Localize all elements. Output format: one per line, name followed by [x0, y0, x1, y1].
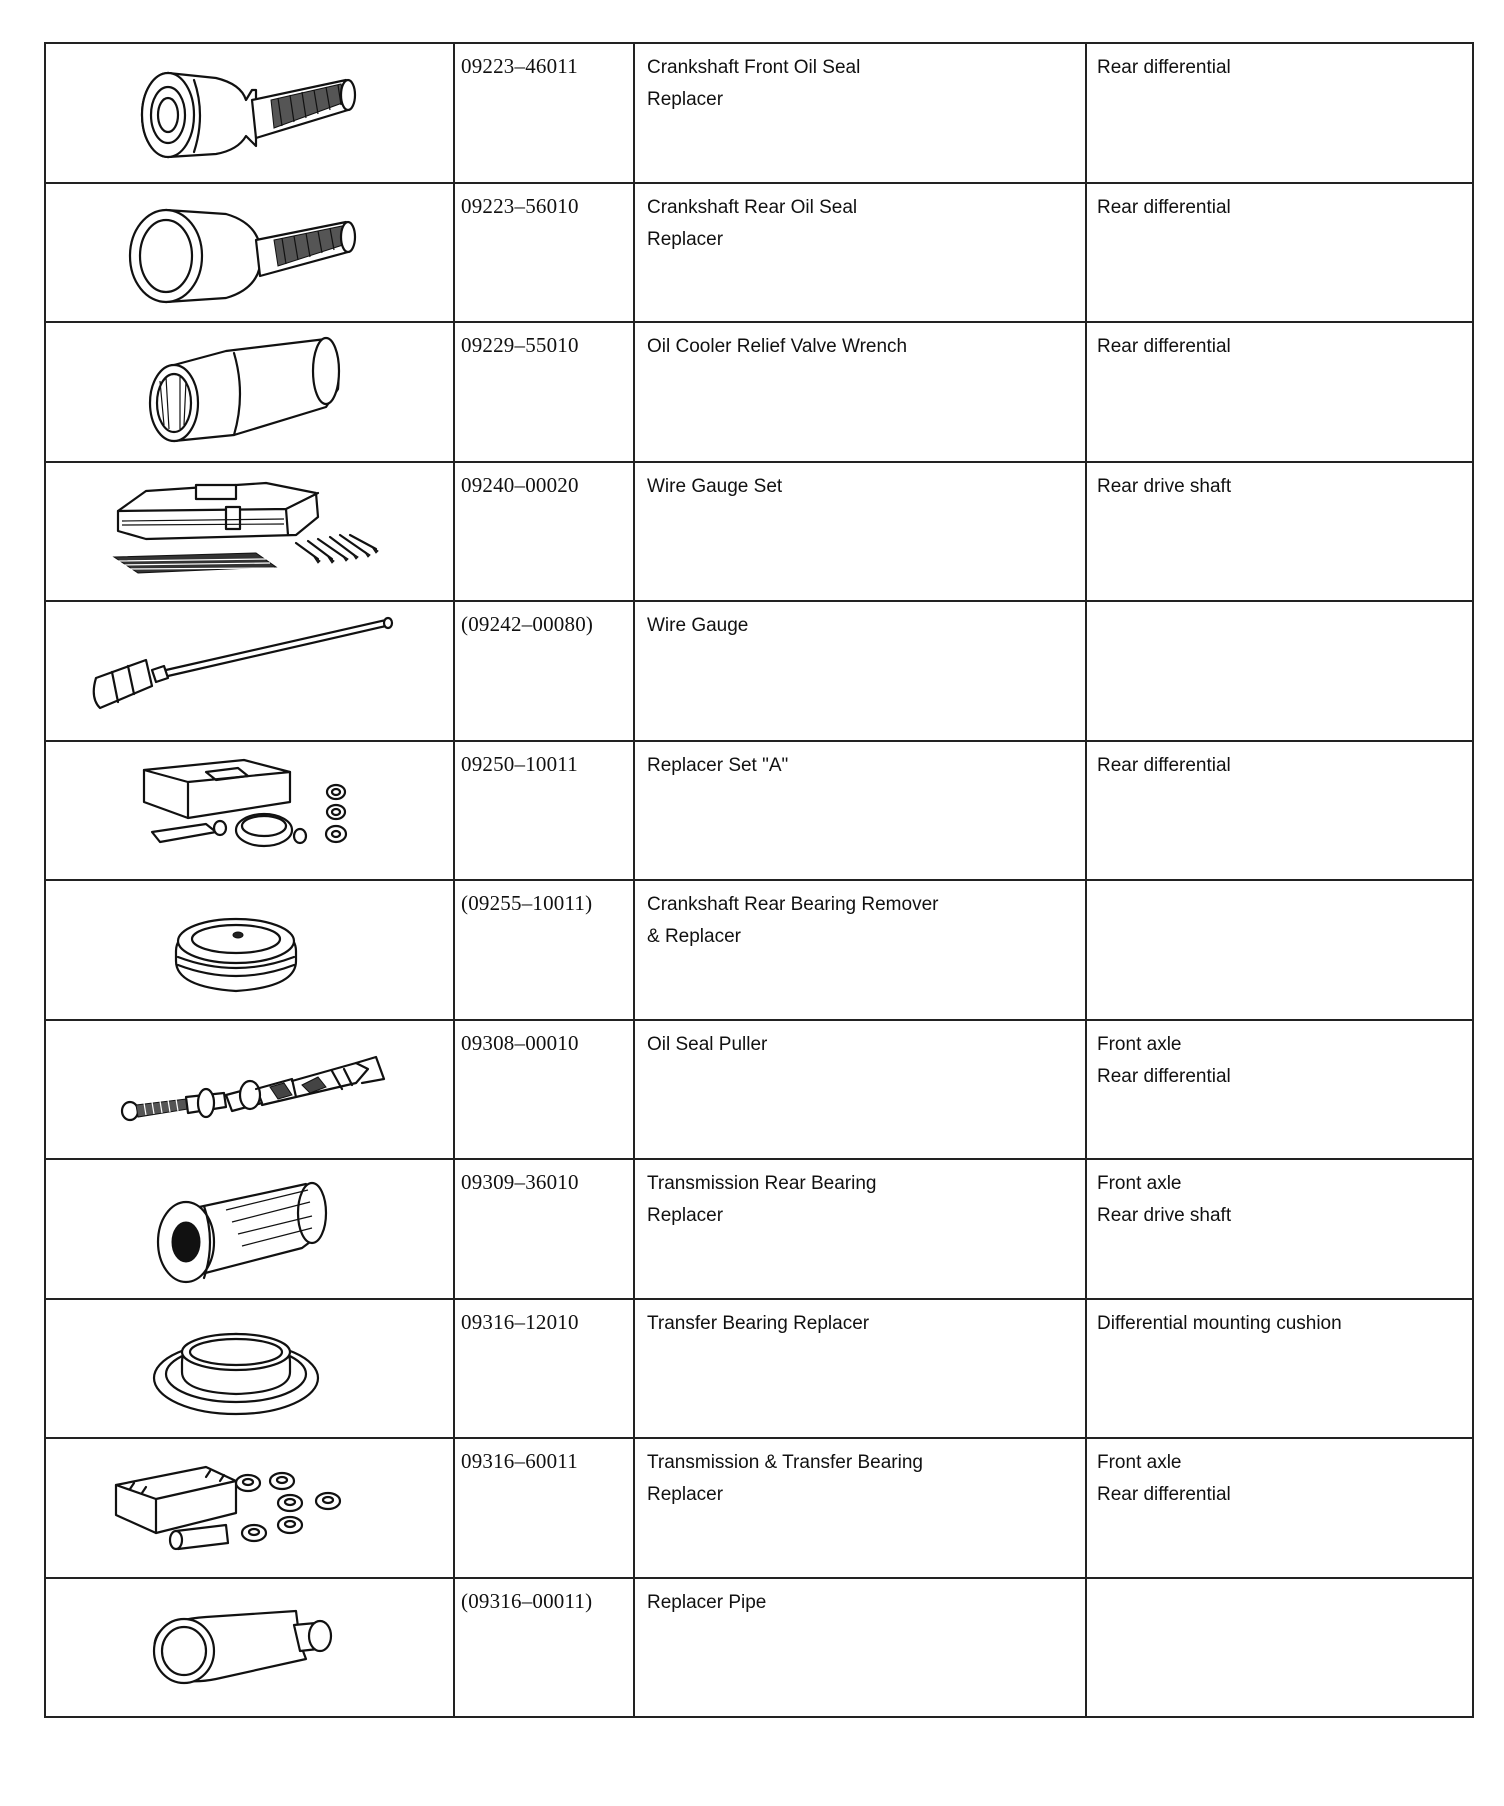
application-list [1087, 1579, 1472, 1587]
application-list [1087, 1160, 1472, 1232]
tool-name-line: Transfer Bearing Replacer [647, 1312, 870, 1334]
part-number: 09308–00010 [461, 1030, 579, 1055]
tool-name-cell [634, 462, 1086, 602]
part-number: 09240–00020 [461, 472, 579, 497]
application-item: Rear differential [1097, 57, 1231, 78]
tool-illustration-cell [45, 1438, 454, 1578]
application-cell [1086, 601, 1473, 741]
part-number: (09242–00080) [461, 612, 594, 636]
application-cell [1086, 462, 1473, 602]
tool-illustration-cell [45, 322, 454, 462]
part-number-cell [454, 880, 634, 1020]
tool-row [45, 741, 1473, 881]
tool-illustration-cell [45, 1020, 454, 1160]
tool-name-cell [634, 601, 1086, 741]
tool-name-line: Crankshaft Rear Bearing Remover [647, 894, 939, 915]
bearing-replacer-set-icon [56, 1445, 446, 1573]
tool-name [635, 1021, 1085, 1061]
application-cell [1086, 1438, 1473, 1578]
part-number-cell [454, 462, 634, 602]
flanged-ring-icon [56, 1306, 446, 1434]
tool-row [45, 1020, 1473, 1160]
tool-row [45, 43, 1473, 183]
tool-name-cell [634, 1438, 1086, 1578]
application-cell [1086, 1159, 1473, 1299]
tool-name-line: & Replacer [647, 926, 741, 947]
part-number-cell [454, 1159, 634, 1299]
tool-illustration-cell [45, 1299, 454, 1439]
tool-row [45, 601, 1473, 741]
tool-name-line: Crankshaft Rear Oil Seal [647, 196, 858, 218]
tool-name [635, 184, 1085, 256]
tool-row [45, 1578, 1473, 1718]
tool-name-line: Replacer Pipe [647, 1591, 767, 1613]
tool-name-cell [634, 183, 1086, 323]
application-cell [1086, 1020, 1473, 1160]
tool-row [45, 1159, 1473, 1299]
tool-name [635, 742, 1085, 782]
tool-illustration-cell [45, 462, 454, 602]
application-item: Differential mounting cushion [1097, 1312, 1342, 1334]
tool-name [635, 1300, 1085, 1340]
part-number-cell [454, 322, 634, 462]
application-list [1087, 881, 1472, 889]
tool-illustration-cell [45, 1578, 454, 1718]
valve-wrench-icon [56, 329, 446, 457]
tool-name-cell [634, 1020, 1086, 1160]
part-number: 09316–12010 [461, 1309, 579, 1334]
tool-illustration-cell [45, 880, 454, 1020]
tool-name-cell [634, 741, 1086, 881]
application-item: Rear differential [1097, 196, 1231, 218]
tool-row [45, 183, 1473, 323]
tool-row [45, 1299, 1473, 1439]
application-list [1087, 1439, 1472, 1511]
tool-row [45, 322, 1473, 462]
application-cell [1086, 1299, 1473, 1439]
tool-name-cell [634, 1578, 1086, 1718]
tool-name [635, 881, 1085, 953]
oil-seal-puller-icon [56, 1027, 446, 1155]
tool-name-line: Crankshaft Front Oil Seal [647, 57, 861, 78]
tool-name-line: Replacer [647, 1484, 724, 1505]
replacer-pipe-icon [56, 1585, 446, 1713]
application-cell [1086, 741, 1473, 881]
seal-replacer-front-icon [56, 50, 446, 178]
application-item: Front axle [1097, 1033, 1182, 1055]
tool-name-line: Replacer [647, 1205, 724, 1226]
tool-name-cell [634, 1159, 1086, 1299]
tool-name [635, 1579, 1085, 1619]
application-item: Rear drive shaft [1097, 1205, 1232, 1226]
application-cell [1086, 43, 1473, 183]
bearing-remover-disc-icon [56, 887, 446, 1015]
tool-name-cell [634, 43, 1086, 183]
tool-name-line: Replacer Set "A" [647, 754, 789, 776]
part-number-cell [454, 1020, 634, 1160]
part-number: (09255–10011) [461, 891, 593, 915]
tool-name-cell [634, 880, 1086, 1020]
tool-name-line: Transmission & Transfer Bearing [647, 1452, 923, 1473]
special-service-tools-table [44, 42, 1474, 1718]
application-item: Front axle [1097, 1452, 1182, 1473]
part-number: 09309–36010 [461, 1170, 579, 1194]
tool-row [45, 462, 1473, 602]
part-number-cell [454, 43, 634, 183]
part-number-cell [454, 1438, 634, 1578]
part-number: (09316–00011) [461, 1588, 593, 1613]
tool-name-line: Replacer [647, 89, 724, 110]
application-list [1087, 323, 1472, 363]
application-list [1087, 184, 1472, 224]
part-number-cell [454, 1578, 634, 1718]
part-number-cell [454, 183, 634, 323]
application-item: Rear differential [1097, 1484, 1231, 1505]
tool-name-line: Replacer [647, 228, 724, 250]
tool-name [635, 1439, 1085, 1511]
tool-illustration-cell [45, 183, 454, 323]
tool-name-cell [634, 1299, 1086, 1439]
tool-name [635, 602, 1085, 642]
part-number: 09250–10011 [461, 751, 578, 776]
part-number: 09316–60011 [461, 1449, 578, 1473]
tool-illustration-cell [45, 741, 454, 881]
application-item: Rear differential [1097, 754, 1231, 776]
tool-illustration-cell [45, 43, 454, 183]
application-list [1087, 463, 1472, 503]
application-cell [1086, 880, 1473, 1020]
part-number-cell [454, 601, 634, 741]
application-list [1087, 1021, 1472, 1093]
replacer-set-icon [56, 748, 446, 876]
part-number: 09229–55010 [461, 333, 579, 357]
application-item: Rear differential [1097, 336, 1231, 357]
application-list [1087, 602, 1472, 610]
tool-name-line: Wire Gauge Set [647, 475, 783, 497]
bearing-replacer-icon [56, 1166, 446, 1294]
tool-row [45, 880, 1473, 1020]
application-item: Rear differential [1097, 1065, 1231, 1087]
wire-gauge-icon [56, 608, 446, 736]
tool-name [635, 463, 1085, 503]
application-list [1087, 742, 1472, 782]
tool-name-cell [634, 322, 1086, 462]
application-list [1087, 44, 1472, 84]
tool-row [45, 1438, 1473, 1578]
seal-replacer-rear-icon [56, 190, 446, 318]
tool-name-line: Transmission Rear Bearing [647, 1173, 877, 1194]
application-cell [1086, 322, 1473, 462]
tool-name-line: Oil Cooler Relief Valve Wrench [647, 336, 908, 357]
tool-rows [45, 43, 1473, 1717]
application-cell [1086, 183, 1473, 323]
part-number-cell [454, 1299, 634, 1439]
tool-name [635, 1160, 1085, 1232]
tool-name [635, 323, 1085, 363]
tool-illustration-cell [45, 601, 454, 741]
tool-illustration-cell [45, 1159, 454, 1299]
tool-name-line: Oil Seal Puller [647, 1033, 768, 1055]
tool-name-line: Wire Gauge [647, 615, 749, 636]
part-number: 09223–46011 [461, 54, 578, 78]
application-item: Rear drive shaft [1097, 475, 1232, 497]
application-list [1087, 1300, 1472, 1340]
application-item: Front axle [1097, 1173, 1182, 1194]
tool-name [635, 44, 1085, 116]
application-cell [1086, 1578, 1473, 1718]
part-number: 09223–56010 [461, 193, 579, 218]
wire-gauge-set-icon [56, 469, 446, 597]
part-number-cell [454, 741, 634, 881]
